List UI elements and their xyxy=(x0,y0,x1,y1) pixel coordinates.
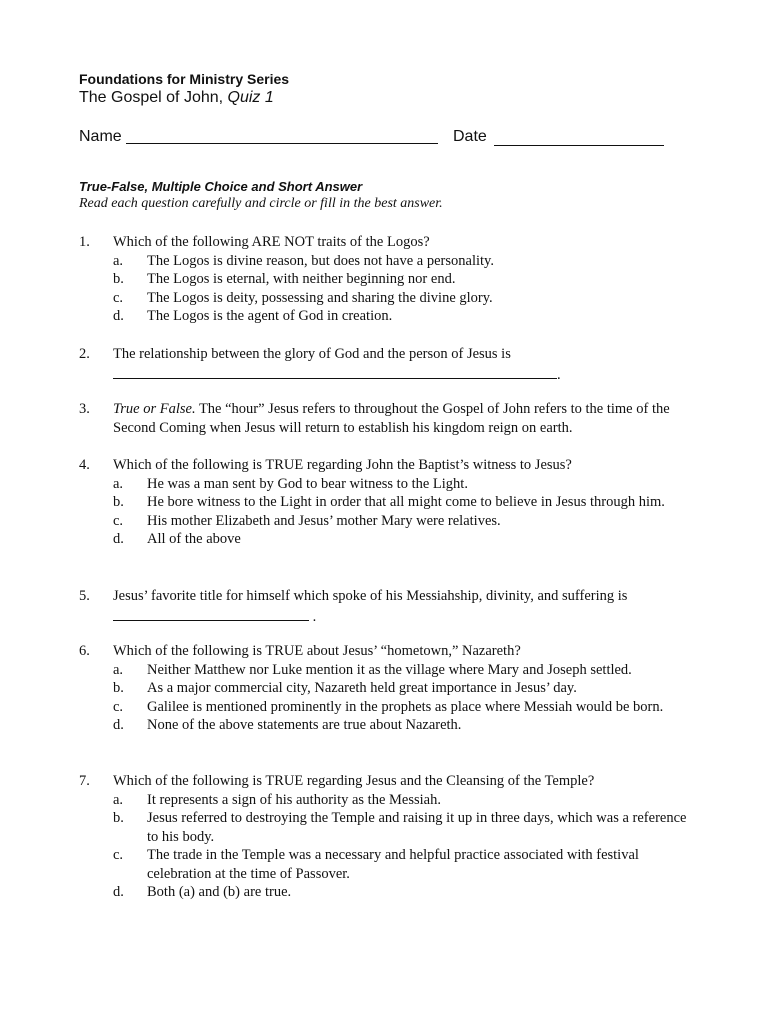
instructions: Read each question carefully and circle or fill in the best answer. xyxy=(79,196,443,211)
series-title: Foundations for Ministry Series xyxy=(79,71,290,87)
answer-line-row xyxy=(113,606,699,627)
question-3 xyxy=(79,400,699,437)
option-c[interactable] xyxy=(113,289,699,308)
option-text: All of the above xyxy=(147,531,241,547)
question-stem: Which of the following ARE NOT traits of the Logos? xyxy=(113,234,430,250)
answer-blank[interactable] xyxy=(113,364,557,379)
option-letter: d. xyxy=(113,717,124,733)
answer-blank[interactable] xyxy=(113,606,309,621)
question-number: 1. xyxy=(79,234,90,250)
option-letter: d. xyxy=(113,531,124,547)
option-letter: a. xyxy=(113,475,124,492)
question-number: 3. xyxy=(79,401,90,417)
question-2 xyxy=(79,345,699,384)
true-false-label: True or False. xyxy=(113,401,196,417)
question-number: 7. xyxy=(79,773,90,789)
option-letter: b. xyxy=(113,680,124,696)
question-text: The “hour” Jesus refers to throughout the Gospel of John refers to the time of the Second Coming when Jesus will return to establish his kingdom reign on earth. xyxy=(113,401,670,436)
question-1 xyxy=(79,233,699,326)
option-letter: a. xyxy=(113,791,124,808)
option-letter: d. xyxy=(113,308,124,324)
question-stem: Which of the following is TRUE regarding John the Baptist’s witness to Jesus? xyxy=(113,457,572,473)
quiz-title-main: The Gospel of John, xyxy=(79,89,228,106)
option-a[interactable] xyxy=(113,791,699,810)
option-d[interactable] xyxy=(113,883,699,902)
question-number: 6. xyxy=(79,643,90,659)
option-letter: c. xyxy=(113,847,124,863)
answer-line-row xyxy=(113,364,699,385)
option-text: Jesus referred to destroying the Temple and raising it up in three days, which was a reference to his body. xyxy=(147,810,687,845)
name-date-row xyxy=(79,128,487,146)
quiz-title xyxy=(79,89,274,107)
option-b[interactable] xyxy=(113,809,699,846)
option-letter: a. xyxy=(113,661,124,678)
question-6 xyxy=(79,642,699,735)
option-text: The Logos is divine reason, but does not have a personality. xyxy=(147,252,494,269)
option-letter: b. xyxy=(113,271,124,287)
option-letter: c. xyxy=(113,698,124,715)
option-b[interactable] xyxy=(113,270,699,289)
option-a[interactable] xyxy=(113,661,699,680)
option-letter: a. xyxy=(113,252,124,269)
option-b[interactable] xyxy=(113,679,699,698)
question-number: 2. xyxy=(79,346,90,362)
option-text: The Logos is deity, possessing and sharing the divine glory. xyxy=(147,289,493,306)
option-c[interactable] xyxy=(113,698,699,717)
section-heading: True-False, Multiple Choice and Short Answer xyxy=(79,179,363,194)
option-text: He bore witness to the Light in order that all might come to believe in Jesus through him. xyxy=(147,494,665,510)
option-text: It represents a sign of his authority as the Messiah. xyxy=(147,791,441,808)
option-c[interactable] xyxy=(113,846,699,883)
option-text: He was a man sent by God to bear witness to the Light. xyxy=(147,475,468,492)
option-text: None of the above statements are true about Nazareth. xyxy=(147,717,462,733)
question-stem: Which of the following is TRUE regarding Jesus and the Cleansing of the Temple? xyxy=(113,773,595,789)
option-letter: c. xyxy=(113,512,124,529)
date-blank[interactable] xyxy=(494,128,664,146)
question-5 xyxy=(79,587,699,626)
option-letter: b. xyxy=(113,810,124,826)
date-label: Date xyxy=(453,128,487,145)
option-text: As a major commercial city, Nazareth held great importance in Jesus’ day. xyxy=(147,680,577,696)
option-c[interactable] xyxy=(113,512,699,531)
answer-end: . xyxy=(309,608,317,625)
option-text: The Logos is eternal, with neither beginning nor end. xyxy=(147,271,456,287)
quiz-number: Quiz 1 xyxy=(227,89,274,106)
option-text: The Logos is the agent of God in creation. xyxy=(147,308,393,324)
option-d[interactable] xyxy=(113,307,699,326)
option-text: Galilee is mentioned prominently in the prophets as place where Messiah would be born. xyxy=(147,698,664,715)
question-4 xyxy=(79,456,699,549)
question-stem xyxy=(113,400,699,437)
option-text: The trade in the Temple was a necessary and helpful practice associated with festival celebration at the time of Passover. xyxy=(147,847,639,882)
option-letter: c. xyxy=(113,289,124,306)
option-text: His mother Elizabeth and Jesus’ mother Mary were relatives. xyxy=(147,512,501,529)
question-number: 4. xyxy=(79,457,90,473)
answer-end: . xyxy=(557,366,561,383)
option-text: Neither Matthew nor Luke mention it as the village where Mary and Joseph settled. xyxy=(147,661,632,678)
option-b[interactable] xyxy=(113,493,699,512)
question-number: 5. xyxy=(79,588,90,604)
option-letter: d. xyxy=(113,884,124,900)
question-stem: Which of the following is TRUE about Jesus’ “hometown,” Nazareth? xyxy=(113,643,521,659)
option-letter: b. xyxy=(113,494,124,510)
option-a[interactable] xyxy=(113,252,699,271)
name-label: Name xyxy=(79,128,122,145)
option-a[interactable] xyxy=(113,475,699,494)
name-blank[interactable] xyxy=(126,143,438,144)
question-7 xyxy=(79,772,699,902)
question-stem: The relationship between the glory of God and the person of Jesus is xyxy=(113,346,511,362)
option-text: Both (a) and (b) are true. xyxy=(147,884,292,900)
question-stem: Jesus’ favorite title for himself which spoke of his Messiahship, divinity, and suffering is xyxy=(113,588,628,604)
option-d[interactable] xyxy=(113,716,699,735)
option-d[interactable] xyxy=(113,530,699,549)
